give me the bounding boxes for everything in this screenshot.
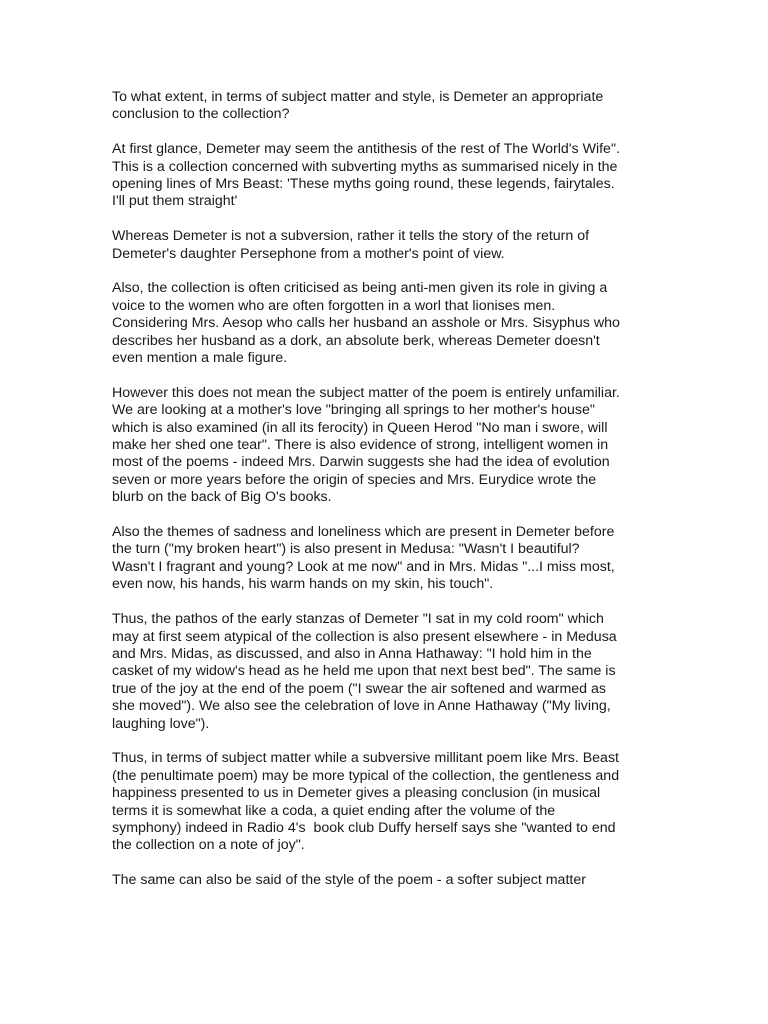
text-line: Considering Mrs. Aesop who calls her husband an asshole or Mrs. Sisyphus who bbox=[112, 315, 620, 332]
paragraph-subject-matter bbox=[112, 385, 642, 507]
text-line: describes her husband as a dork, an absolute berk, whereas Demeter doesn't bbox=[112, 332, 600, 349]
text-line: voice to the women who are often forgotten in a worl that lionises men. bbox=[112, 297, 556, 314]
text-line: casket of my widow's head as he held me upon that next best bed". The same is bbox=[112, 663, 616, 680]
paragraph-question bbox=[112, 89, 642, 124]
text-line: (the penultimate poem) may be more typical of the collection, the gentleness and bbox=[112, 767, 620, 784]
text-line: Wasn't I fragrant and young? Look at me now" and in Mrs. Midas "...I miss most, bbox=[112, 558, 615, 575]
text-line: conclusion to the collection? bbox=[112, 106, 290, 123]
paragraph-style bbox=[112, 872, 642, 889]
paragraph-anti-men bbox=[112, 280, 642, 367]
text-line: even now, his hands, his warm hands on my skin, his touch". bbox=[112, 576, 494, 593]
text-line: We are looking at a mother's love "bringing all springs to her mother's house" bbox=[112, 402, 595, 419]
text-line: Thus, in terms of subject matter while a subversive millitant poem like Mrs. Beast bbox=[112, 750, 619, 767]
text-line: terms it is somewhat like a coda, a quiet ending after the volume of the bbox=[112, 802, 556, 819]
text-line: true of the joy at the end of the poem ("I swear the air softened and warmed as bbox=[112, 680, 606, 697]
text-line: may at first seem atypical of the collection is also present elsewhere - in Medusa bbox=[112, 628, 617, 645]
text-line: Demeter's daughter Persephone from a mother's point of view. bbox=[112, 245, 505, 262]
text-line: Thus, the pathos of the early stanzas of Demeter "I sat in my cold room" which bbox=[112, 611, 604, 628]
text-line: seven or more years before the origin of species and Mrs. Eurydice wrote the bbox=[112, 471, 597, 488]
text-line: Also, the collection is often criticised as being anti-men given its role in giving a bbox=[112, 280, 608, 297]
text-line: opening lines of Mrs Beast: 'These myths going round, these legends, fairytales. bbox=[112, 176, 615, 193]
text-line: and Mrs. Midas, as discussed, and also in Anna Hathaway: "I hold him in the bbox=[112, 645, 592, 662]
text-line: To what extent, in terms of subject matter and style, is Demeter an appropriate bbox=[112, 89, 604, 105]
text-line: happiness presented to us in Demeter gives a pleasing conclusion (in musical bbox=[112, 785, 601, 802]
text-line: The same can also be said of the style of the poem - a softer subject matter bbox=[112, 872, 586, 889]
text-line: even mention a male figure. bbox=[112, 350, 288, 367]
text-line: Whereas Demeter is not a subversion, rather it tells the story of the return of bbox=[112, 228, 590, 245]
text-line: most of the poems - indeed Mrs. Darwin suggests she had the idea of evolution bbox=[112, 454, 610, 471]
text-line: the collection on a note of joy". bbox=[112, 837, 305, 854]
text-line: laughing love"). bbox=[112, 715, 210, 732]
text-line: make her shed one tear". There is also evidence of strong, intelligent women in bbox=[112, 437, 609, 454]
document-page bbox=[112, 89, 642, 907]
text-line: However this does not mean the subject matter of the poem is entirely unfamiliar. bbox=[112, 384, 620, 401]
text-line: symphony) indeed in Radio 4's book club Duffy herself says she "wanted to end bbox=[112, 819, 616, 836]
paragraph-conclusion bbox=[112, 750, 642, 854]
paragraph-intro bbox=[112, 141, 642, 211]
text-line: Also the themes of sadness and loneliness which are present in Demeter before bbox=[112, 524, 615, 541]
paragraph-subversion bbox=[112, 228, 642, 263]
text-line: which is also examined (in all its ferocity) in Queen Herod "No man i swore, will bbox=[112, 419, 608, 436]
text-line: blurb on the back of Big O's books. bbox=[112, 489, 332, 506]
text-line: she moved"). We also see the celebration of love in Anne Hathaway ("My living, bbox=[112, 698, 611, 715]
text-line: I'll put them straight' bbox=[112, 193, 238, 210]
paragraph-sadness bbox=[112, 524, 642, 594]
text-line: This is a collection concerned with subverting myths as summarised nicely in the bbox=[112, 158, 618, 175]
text-line: At first glance, Demeter may seem the antithesis of the rest of The World's Wife". bbox=[112, 141, 620, 158]
paragraph-pathos bbox=[112, 611, 642, 733]
text-line: the turn ("my broken heart") is also present in Medusa: "Wasn't I beautiful? bbox=[112, 541, 580, 558]
